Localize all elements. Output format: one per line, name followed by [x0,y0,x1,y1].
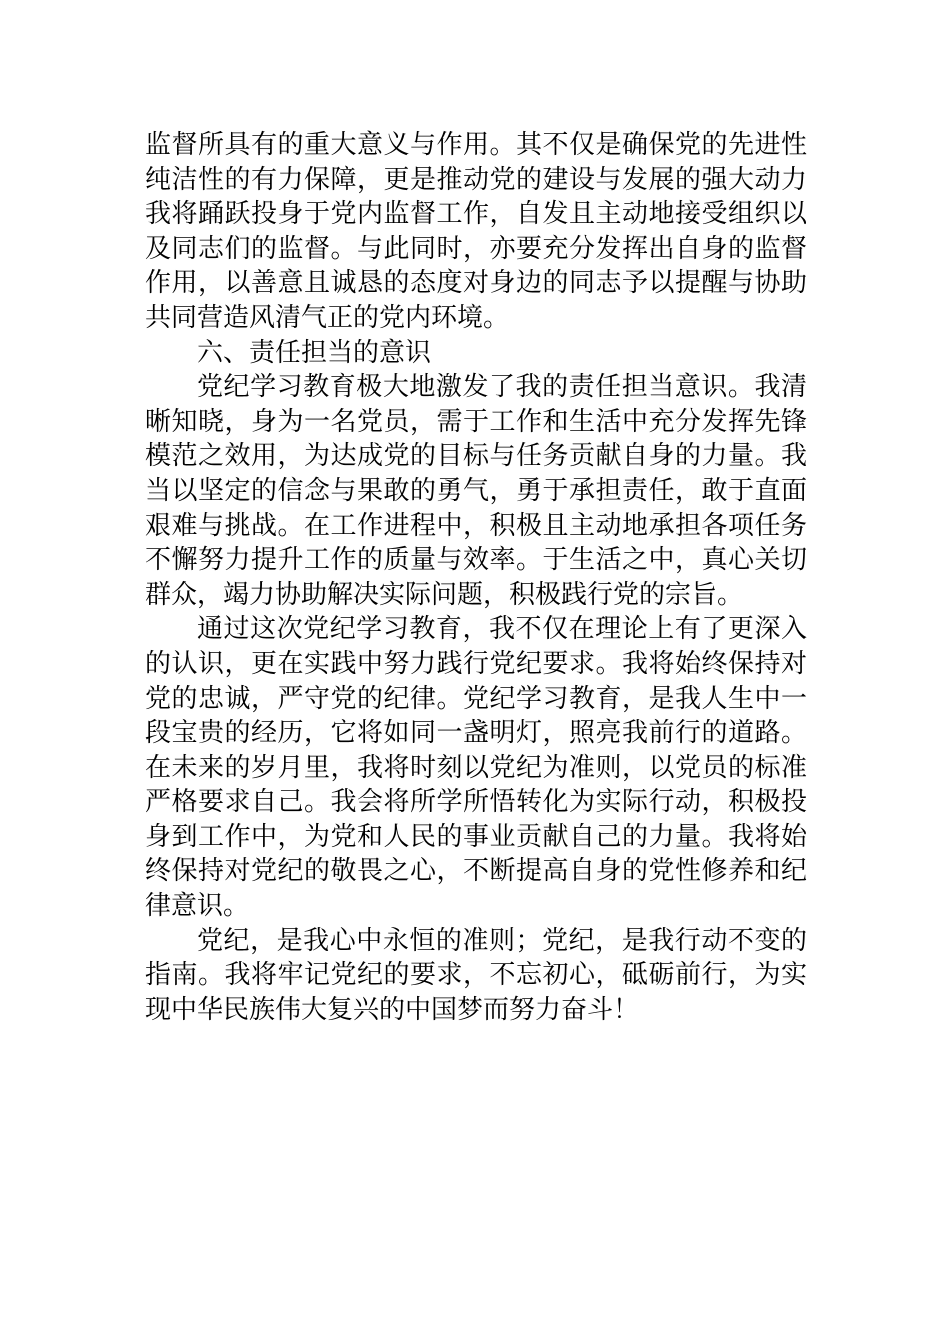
text-line: 指南。我将牢记党纪的要求，不忘初心，砥砺前行，为实 [145,960,807,991]
text-line: 共同营造风清气正的党内环境。 [145,302,510,333]
text-line: 严格要求自己。我会将所学所悟转化为实际行动，积极投 [145,787,807,818]
text-line: 监督所具有的重大意义与作用。其不仅是确保党的先进性 [145,130,807,160]
text-line: 现中华民族伟大复兴的中国梦而努力奋斗！ [145,994,640,1025]
text-line: 晰知晓，身为一名党员，需于工作和生活中充分发挥先锋 [145,406,807,437]
text-line: 我将踊跃投身于党内监督工作，自发且主动地接受组织以 [145,199,807,230]
text-line: 艰难与挑战。在工作进程中，积极且主动地承担各项任务 [145,510,807,541]
text-line: 六、责任担当的意识 [197,337,432,368]
text-line: 党的忠诚，严守党的纪律。党纪学习教育，是我人生中一 [145,683,807,714]
text-line: 通过这次党纪学习教育，我不仅在理论上有了更深入 [197,614,807,645]
text-line: 不懈努力提升工作的质量与效率。于生活之中，真心关切 [145,545,807,576]
text-line: 党纪学习教育极大地激发了我的责任担当意识。我清 [197,372,807,403]
text-line: 党纪，是我心中永恒的准则；党纪，是我行动不变的 [197,925,807,956]
text-line: 作用，以善意且诚恳的态度对身边的同志予以提醒与协助 [145,268,807,299]
text-line: 模范之效用，为达成党的目标与任务贡献自身的力量。我 [145,441,807,472]
text-line: 纯洁性的有力保障，更是推动党的建设与发展的强大动力 [145,164,807,195]
text-line: 终保持对党纪的敬畏之心，不断提高自身的党性修养和纪 [145,856,807,887]
text-line: 当以坚定的信念与果敢的勇气，勇于承担责任，敢于直面 [145,475,807,506]
text-line: 在未来的岁月里，我将时刻以党纪为准则，以党员的标准 [145,752,807,783]
text-line: 及同志们的监督。与此同时，亦要充分发挥出自身的监督 [145,233,807,264]
text-line: 律意识。 [145,891,250,922]
text-line: 的认识，更在实践中努力践行党纪要求。我将始终保持对 [145,648,807,679]
text-line: 群众，竭力协助解决实际问题，积极践行党的宗旨。 [145,579,744,610]
text-line: 段宝贵的经历，它将如同一盏明灯，照亮我前行的道路。 [145,718,807,749]
text-line: 身到工作中，为党和人民的事业贡献自己的力量。我将始 [145,821,807,852]
document-body [145,128,807,1027]
